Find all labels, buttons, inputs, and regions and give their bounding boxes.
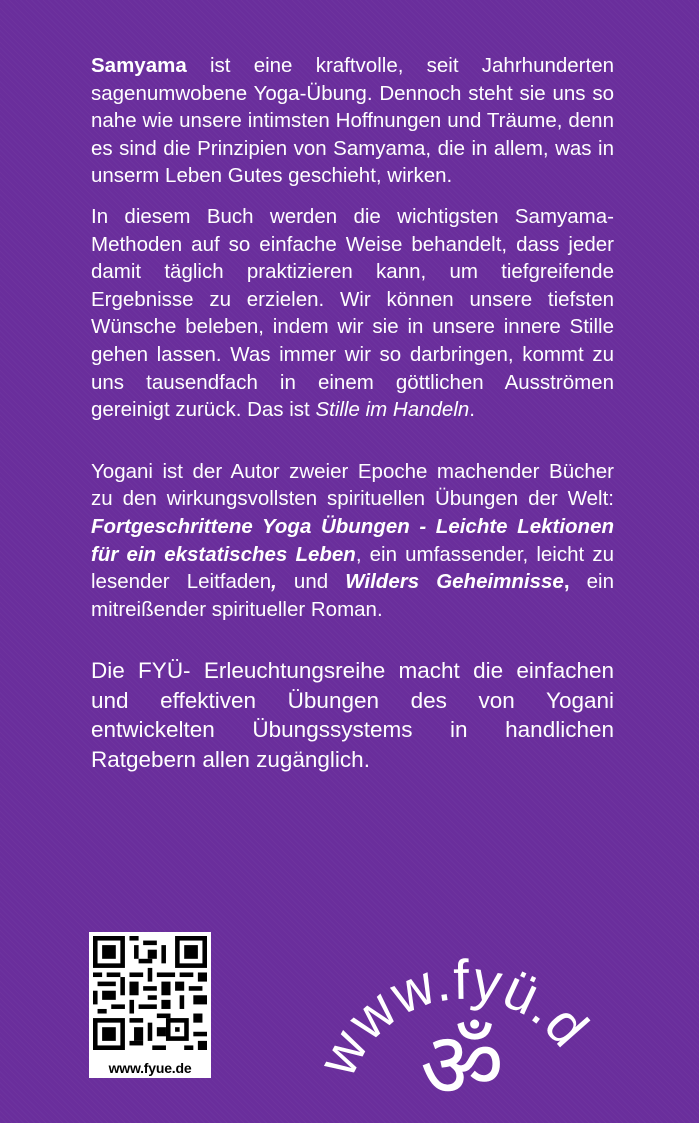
stille-im-handeln: Stille im Handeln: [315, 398, 470, 422]
back-cover-text: [91, 52, 614, 774]
paragraph-1-text: ist eine kraftvolle, seit Jahrhunderten sagenumwobene Yoga-Übung. Dennoch steht sie uns so nahe wie unsere intimsten Hoffnungen und Träume, denn es sind die Prinzipien von Samyama, die in allem, was in unserm Leben Gutes geschieht, wirken.: [91, 54, 614, 188]
paragraph-3-end: ein mitreißender spiritueller Roman.: [91, 570, 614, 621]
website-logo[interactable]: [300, 905, 630, 1115]
logo-url-text: www.fyü.d: [305, 947, 602, 1086]
qr-code[interactable]: [89, 932, 211, 1078]
book-title-1: Fortgeschrittene Yoga Übungen - Leichte Lektionen für ein ekstatisches Leben: [91, 514, 614, 566]
paragraph-samyama: [91, 52, 614, 190]
paragraph-book: [91, 203, 614, 424]
paragraph-2-text: In diesem Buch werden die wichtigsten Samyama-Methoden auf so einfache Weise behandelt, dass jeder damit täglich praktizieren kann, um tiefgreifende Ergebnisse zu erzielen. Wir können unsere tiefsten Wünsche beleben, indem wir sie in unsere innere Stille gehen lassen. Was immer wir so darbringen, kommt zu uns tausendfach in einem göttlichen Ausströmen gereinigt zurück. Das ist: [91, 204, 614, 422]
paragraph-3-intro: Yogani ist der Autor zweier Epoche machender Bücher zu den wirkungsvollsten spirituellen Übungen der Welt:: [91, 459, 614, 511]
paragraph-series: [91, 656, 614, 774]
paragraph-2-end: .: [469, 398, 475, 422]
qr-code-icon: [93, 936, 207, 1050]
book-title-2: Wilders Geheimnisse: [345, 570, 564, 594]
om-symbol-icon: ॐ: [420, 1012, 504, 1115]
samyama-lead: Samyama: [91, 54, 187, 77]
qr-url-label: www.fyue.de: [108, 1060, 192, 1076]
paragraph-4-text: Die FYÜ- Erleuchtungsreihe macht die einfachen und effektiven Übungen des von Yogani entwickelten Übungssystems in handlichen Ratgebern allen zugänglich.: [91, 658, 614, 772]
paragraph-3-mid: , ein umfassender, leicht zu lesender Leitfaden: [91, 542, 614, 594]
paragraph-3-and: und: [276, 570, 346, 594]
paragraph-author: Yogani ist der Autor zweier Epoche machender Bücher zu den wirkungsvollsten spirituellen Übungen der Welt: Fortgeschrittene Yoga Übungen - Leichte Lektionen für ein ekstatisches Leben, ein umfassender, leicht zu lesender Leitfaden, und Wilders Geheimnisse, ein mitreißender spiritueller Roman.: [91, 459, 614, 621]
